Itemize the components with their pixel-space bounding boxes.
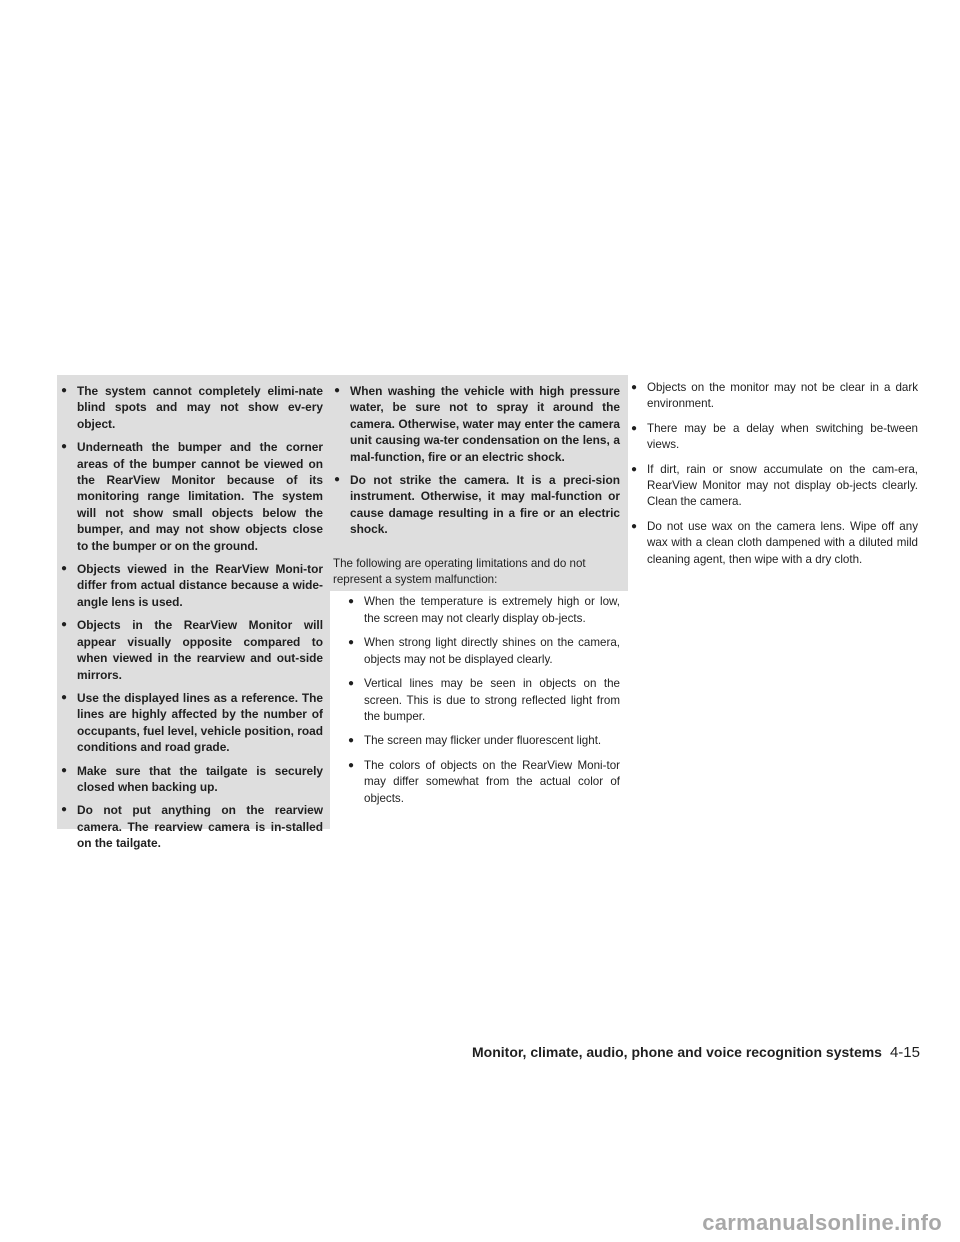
warning-item: ● The system cannot completely elimi-nate blind spots and may not show ev-ery object.	[60, 383, 323, 432]
column-2	[333, 383, 620, 815]
column-3	[630, 380, 918, 576]
limitation-item: ● When strong light directly shines on the camera, objects may not be displayed clearly.	[347, 635, 620, 668]
section-title: Monitor, climate, audio, phone and voice recognition systems	[472, 1044, 882, 1060]
warning-item: ● Objects in the RearView Monitor will appear visually opposite compared to when viewed in the rearview and out-side mirrors.	[60, 617, 323, 683]
limitation-item: ● The colors of objects on the RearView Moni-tor may differ somewhat from the actual color of objects.	[347, 758, 620, 807]
limitation-item: ● Vertical lines may be seen in objects on the screen. This is due to strong reflected light from the bumper.	[347, 676, 620, 725]
page-footer	[472, 1044, 920, 1061]
limitation-item: ● Objects on the monitor may not be clear in a dark environment.	[630, 380, 918, 413]
limitation-item: ● The screen may flicker under fluorescent light.	[347, 733, 620, 749]
warning-item: ● Objects viewed in the RearView Moni-tor differ from actual distance because a wide-angle lens is used.	[60, 561, 323, 610]
warning-item: ● Do not strike the camera. It is a preci-sion instrument. Otherwise, it may mal-function or cause damage resulting in a fire or an electric shock.	[333, 472, 620, 538]
limitation-item: ● If dirt, rain or snow accumulate on the cam-era, RearView Monitor may not display ob-jects clearly. Clean the camera.	[630, 462, 918, 511]
warning-list-left	[60, 383, 323, 852]
limitations-intro: The following are operating limitations and do not represent a system malfunction:	[333, 556, 586, 587]
limitation-item: ● There may be a delay when switching be-tween views.	[630, 421, 918, 454]
page-number: 4-15	[889, 1044, 920, 1061]
limitation-item: ● Do not use wax on the camera lens. Wipe off any wax with a clean cloth dampened with a diluted mild cleaning agent, then wipe with a dry cloth.	[630, 519, 918, 568]
warning-item: ● Use the displayed lines as a reference. The lines are highly affected by the number of occupants, fuel level, vehicle position, road conditions and road grade.	[60, 690, 323, 756]
column-1	[60, 383, 323, 859]
limitations-list-middle	[333, 594, 620, 806]
warning-item: ● When washing the vehicle with high pressure water, be sure not to spray it around the camera. Otherwise, water may enter the camera unit causing wa-ter condensation on the lens, a mal-function, fire or an electric shock.	[333, 383, 620, 465]
watermark: carmanualsonline.info	[702, 1210, 942, 1235]
warning-item: ● Underneath the bumper and the corner areas of the bumper cannot be viewed on the RearView Monitor because of its monitoring range limitation. The system will not show small objects below the bumper, and may not show objects close to the bumper or on the ground.	[60, 439, 323, 554]
limitations-list-right	[630, 380, 918, 568]
warning-list-middle	[333, 383, 620, 538]
limitation-item: ● When the temperature is extremely high or low, the screen may not clearly display ob-jects.	[347, 594, 620, 627]
warning-item: ● Do not put anything on the rearview camera. The rearview camera is in-stalled on the tailgate.	[60, 802, 323, 851]
warning-item: ● Make sure that the tailgate is securely closed when backing up.	[60, 763, 323, 796]
